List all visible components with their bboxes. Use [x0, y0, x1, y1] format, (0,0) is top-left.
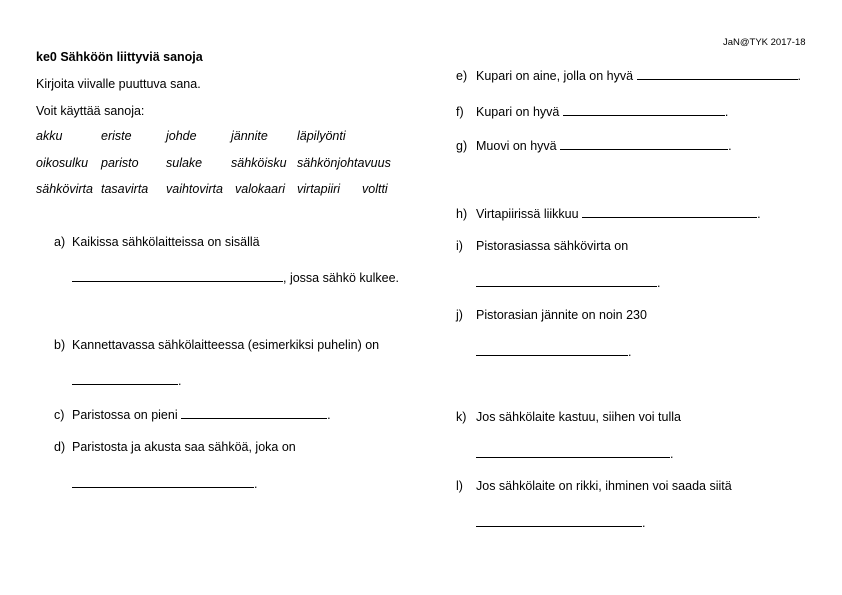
question-letter: j) — [456, 308, 463, 322]
word-bank-item: vaihtovirta — [166, 182, 223, 196]
answer-suffix: . — [670, 447, 674, 461]
word-bank-item: jännite — [231, 129, 268, 143]
question-text: Paristosta ja akusta saa sähköä, joka on — [72, 440, 296, 454]
answer-suffix: . — [642, 516, 646, 530]
word-bank-item: virtapiiri — [297, 182, 341, 196]
answer-blank[interactable] — [560, 137, 728, 150]
word-bank-item: oikosulku — [36, 156, 89, 170]
question-text: Paristossa on pieni — [72, 408, 178, 422]
answer-blank[interactable] — [72, 372, 178, 385]
question-letter: f) — [456, 105, 464, 119]
question-text: Pistorasiassa sähkövirta on — [476, 239, 629, 253]
instruction-text: Kirjoita viivalle puuttuva sana. — [36, 77, 201, 91]
question-letter: e) — [456, 69, 468, 83]
question-j — [456, 308, 647, 322]
word-bank-item: sähköisku — [231, 156, 287, 170]
question-letter: k) — [456, 410, 467, 424]
question-letter: c) — [54, 408, 65, 422]
question-e — [456, 67, 801, 83]
answer-suffix: . — [657, 276, 661, 290]
word-bank-item: sähkövirta — [36, 182, 93, 196]
word-bank-item: tasavirta — [101, 182, 149, 196]
question-text: Jos sähkölaite kastuu, siihen voi tulla — [476, 410, 681, 424]
question-a — [54, 235, 260, 249]
word-bank-item: sulake — [166, 156, 203, 170]
answer-line-l — [476, 514, 645, 530]
question-text: Virtapiirissä liikkuu — [476, 207, 579, 221]
worksheet-title: ke0 Sähköön liittyviä sanoja — [36, 50, 203, 64]
answer-line-j — [476, 343, 631, 359]
question-text: Kannettavassa sähkölaitteessa (esimerkiksi puhelin) on — [72, 338, 380, 352]
answer-blank[interactable] — [476, 445, 670, 458]
answer-blank[interactable] — [563, 103, 725, 116]
question-text: Kupari on hyvä — [476, 105, 560, 119]
question-text: Pistorasian jännite on noin 230 — [476, 308, 647, 322]
answer-blank[interactable] — [476, 343, 628, 356]
question-g — [456, 137, 732, 153]
answer-line-i — [476, 274, 660, 290]
question-letter: g) — [456, 139, 468, 153]
answer-line-a — [72, 269, 399, 285]
answer-blank[interactable] — [72, 475, 254, 488]
question-f — [456, 103, 728, 119]
answer-blank[interactable] — [72, 269, 283, 282]
word-bank-item: sähkönjohtavuus — [297, 156, 391, 170]
answer-suffix: . — [797, 69, 802, 83]
answer-suffix: . — [757, 207, 761, 221]
answer-blank[interactable] — [181, 406, 327, 419]
question-b — [54, 338, 379, 352]
answer-suffix: . — [728, 139, 732, 153]
answer-suffix: . — [628, 345, 632, 359]
answer-suffix: . — [178, 374, 182, 388]
answer-line-k — [476, 445, 673, 461]
answer-suffix: . — [327, 408, 331, 422]
word-bank-item: akku — [36, 129, 63, 143]
question-d — [54, 440, 296, 454]
question-text: Kaikissa sähkölaitteissa on sisällä — [72, 235, 260, 249]
word-bank-item: paristo — [101, 156, 139, 170]
answer-line-d — [72, 475, 257, 491]
word-bank-label: Voit käyttää sanoja: — [36, 104, 145, 118]
answer-suffix: . — [254, 477, 258, 491]
question-l — [456, 479, 732, 493]
word-bank-item: johde — [166, 129, 197, 143]
word-bank-item: eriste — [101, 129, 132, 143]
question-letter: h) — [456, 207, 468, 221]
answer-blank[interactable] — [476, 274, 657, 287]
question-letter: a) — [54, 235, 66, 249]
question-h — [456, 205, 761, 221]
question-text: Jos sähkölaite on rikki, ihminen voi saada siitä — [476, 479, 732, 493]
answer-blank[interactable] — [476, 514, 642, 527]
question-c — [54, 406, 331, 422]
word-bank-item: voltti — [362, 182, 388, 196]
question-letter: d) — [54, 440, 66, 454]
question-letter: i) — [456, 239, 463, 253]
word-bank-item: valokaari — [235, 182, 286, 196]
question-text: Kupari on aine, jolla on hyvä — [476, 69, 634, 83]
answer-blank[interactable] — [637, 67, 798, 80]
answer-suffix: , jossa sähkö kulkee. — [283, 271, 400, 285]
question-i — [456, 239, 628, 253]
answer-blank[interactable] — [582, 205, 757, 218]
answer-suffix: . — [724, 105, 729, 119]
answer-line-b — [72, 372, 181, 388]
word-bank-item: läpilyönti — [297, 129, 346, 143]
author-tag: JaN@TYK 2017-18 — [723, 37, 806, 48]
question-k — [456, 410, 681, 424]
question-letter: b) — [54, 338, 66, 352]
question-letter: l) — [456, 479, 463, 493]
question-text: Muovi on hyvä — [476, 139, 557, 153]
